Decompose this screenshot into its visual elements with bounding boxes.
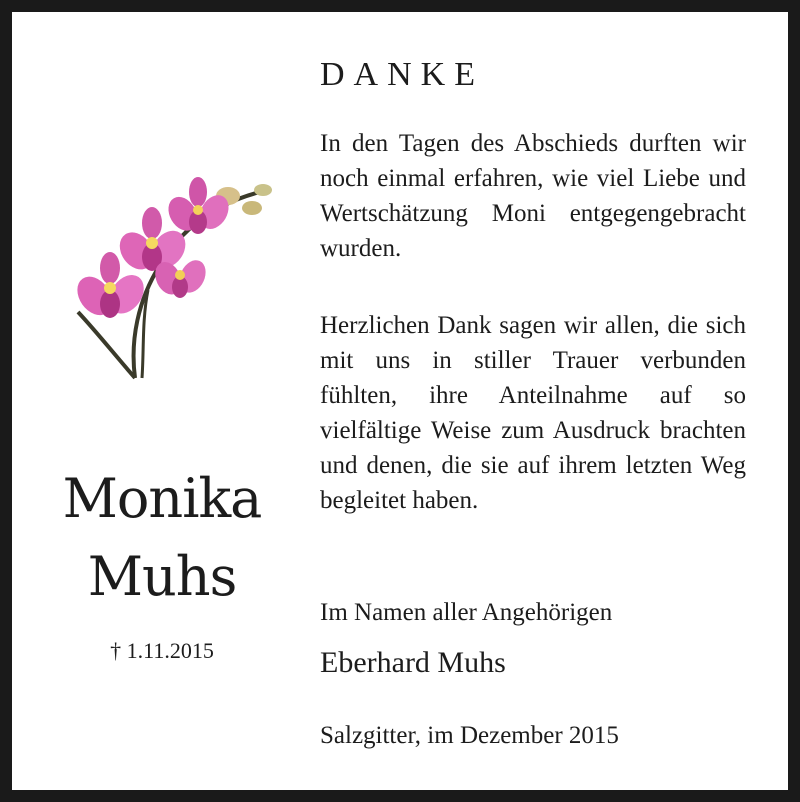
deceased-first-name: Monika	[62, 467, 262, 530]
deceased-last-name: Muhs	[87, 545, 237, 608]
death-date: † 1.11.2015	[110, 638, 214, 663]
thanks-paragraph-1: In den Tagen des Abschieds durften wir noch einmal erfahren, wie viel Liebe und Wertschätzung Moni entgegengebracht wurden.	[320, 130, 746, 262]
signature-intro: Im Namen aller Angehörigen	[320, 599, 613, 626]
signature-name: Eberhard Muhs	[320, 646, 506, 679]
orchid-image	[60, 170, 275, 382]
place-and-date: Salzgitter, im Dezember 2015	[320, 722, 619, 749]
notice-heading: DANKE	[320, 56, 484, 93]
thanks-paragraph-2: Herzlichen Dank sagen wir allen, die sich mit uns in stiller Trauer verbunden fühlten, ihre Anteilnahme auf so vielfältige Weise zum Ausdruck brachten und denen, die sie auf ihrem letzten Weg begleitet haben.	[320, 312, 746, 514]
